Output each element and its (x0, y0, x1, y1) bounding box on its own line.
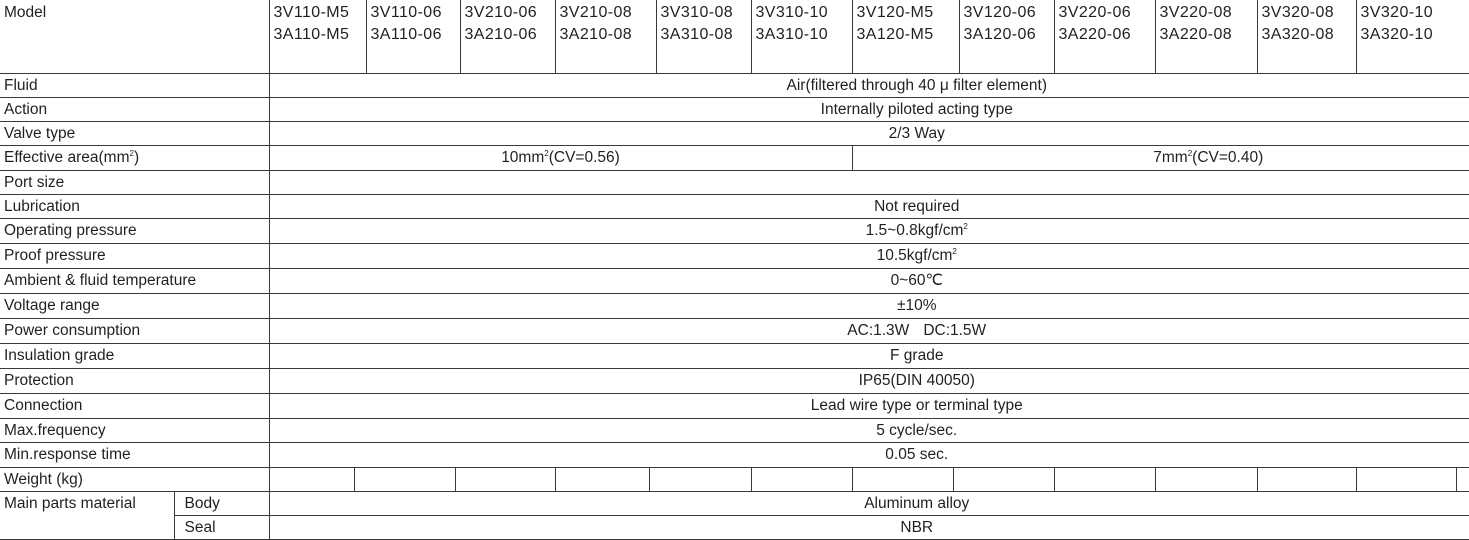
model-cell: 3V120-06 3A120-06 (959, 0, 1054, 74)
operating-pressure-value: $1.5\sim 0.8kgf/cm^2$ (269, 219, 1469, 244)
effective-area-right-value: $7mm^2(CV=0.40)$ (852, 146, 1469, 171)
model-cell: 3V210-08 3A210-08 (555, 0, 656, 74)
action-row (0, 98, 1469, 122)
insulation-row (0, 344, 1469, 369)
voltage-range-row (0, 294, 1469, 319)
model-cell: 3V110-06 3A110-06 (366, 0, 460, 74)
model-cell: 3V210-06 3A210-06 (460, 0, 555, 74)
max-frequency-value: 5 cycle/sec. (269, 419, 1469, 443)
lubrication-label: Lubrication (0, 195, 269, 219)
model-cell: 3V320-10 3A320-10 (1356, 0, 1456, 74)
valve-type-value: 2/3 Way (269, 122, 1469, 146)
power-consumption-value: AC:1.3W DC:1.5W (269, 319, 1469, 344)
insulation-label: Insulation grade (0, 344, 269, 369)
proof-pressure-row (0, 244, 1469, 269)
seal-label: Seal (174, 516, 269, 540)
model-label: Model (0, 0, 269, 74)
temperature-row (0, 269, 1469, 294)
valve-type-row (0, 122, 1469, 146)
port-size-row (0, 171, 1469, 195)
connection-value: Lead wire type or terminal type (269, 394, 1469, 419)
model-cell: 3V320-08 3A320-08 (1257, 0, 1356, 74)
weight-cell (1054, 468, 1155, 492)
model-cell: 3V310-08 3A310-08 (656, 0, 751, 74)
main-parts-label: Main parts material (0, 492, 174, 540)
weight-cell (269, 468, 354, 492)
main-parts-seal-row (0, 516, 1469, 540)
seal-material-value: NBR (269, 516, 1469, 540)
fluid-value: Air(filtered through 40 μ filter element) (269, 74, 1469, 98)
port-size-label: Port size (0, 171, 269, 195)
lubrication-row (0, 195, 1469, 219)
model-cell: 3V220-06 3A220-06 (1054, 0, 1155, 74)
port-size-value (269, 171, 1469, 195)
min-response-row (0, 443, 1469, 468)
protection-row (0, 369, 1469, 394)
max-frequency-label: Max.frequency (0, 419, 269, 443)
voltage-range-value: ±10% (269, 294, 1469, 319)
weight-cell (555, 468, 649, 492)
lubrication-value: Not required (269, 195, 1469, 219)
main-parts-body-row (0, 492, 1469, 516)
weight-cell (455, 468, 555, 492)
model-header-row (0, 0, 1469, 74)
min-response-value: 0.05 sec. (269, 443, 1469, 468)
action-value: Internally piloted acting type (269, 98, 1469, 122)
proof-pressure-label: Proof pressure (0, 244, 269, 269)
protection-label: Protection (0, 369, 269, 394)
weight-label: Weight (kg) (0, 468, 269, 492)
proof-pressure-value: $10.5kgf/cm^2$ (269, 244, 1469, 269)
weight-cell (1257, 468, 1356, 492)
model-cell: 3V110-M5 3A110-M5 (269, 0, 366, 74)
effective-area-left-value: $10mm^2(CV=0.56)$ (269, 146, 852, 171)
voltage-range-label: Voltage range (0, 294, 269, 319)
weight-cell (354, 468, 455, 492)
max-frequency-row (0, 419, 1469, 443)
operating-pressure-row (0, 219, 1469, 244)
operating-pressure-label: Operating pressure (0, 219, 269, 244)
valve-type-label: Valve type (0, 122, 269, 146)
fluid-label: Fluid (0, 74, 269, 98)
weight-cell (751, 468, 852, 492)
connection-row (0, 394, 1469, 419)
action-label: Action (0, 98, 269, 122)
effective-area-label: Effective $area(mm^2)$ (0, 146, 269, 171)
weight-cell (649, 468, 751, 492)
connection-label: Connection (0, 394, 269, 419)
weight-row (0, 468, 1469, 492)
model-cell: 3V220-08 3A220-08 (1155, 0, 1257, 74)
weight-cell (852, 468, 953, 492)
model-cell: 3V310-10 3A310-10 (751, 0, 852, 74)
fluid-row (0, 74, 1469, 98)
power-consumption-label: Power consumption (0, 319, 269, 344)
weight-cell (1356, 468, 1456, 492)
temperature-label: Ambient & fluid temperature (0, 269, 269, 294)
temperature-value: 0~60℃ (269, 269, 1469, 294)
weight-cell (1155, 468, 1257, 492)
weight-cell (953, 468, 1054, 492)
effective-area-row (0, 146, 1469, 171)
body-material-value: Aluminum alloy (269, 492, 1469, 516)
min-response-label: Min.response time (0, 443, 269, 468)
model-cell: 3V120-M5 3A120-M5 (852, 0, 959, 74)
insulation-value: F grade (269, 344, 1469, 369)
power-consumption-row (0, 319, 1469, 344)
weight-cell (1456, 468, 1469, 492)
body-label: Body (174, 492, 269, 516)
protection-value: IP65(DIN 40050) (269, 369, 1469, 394)
